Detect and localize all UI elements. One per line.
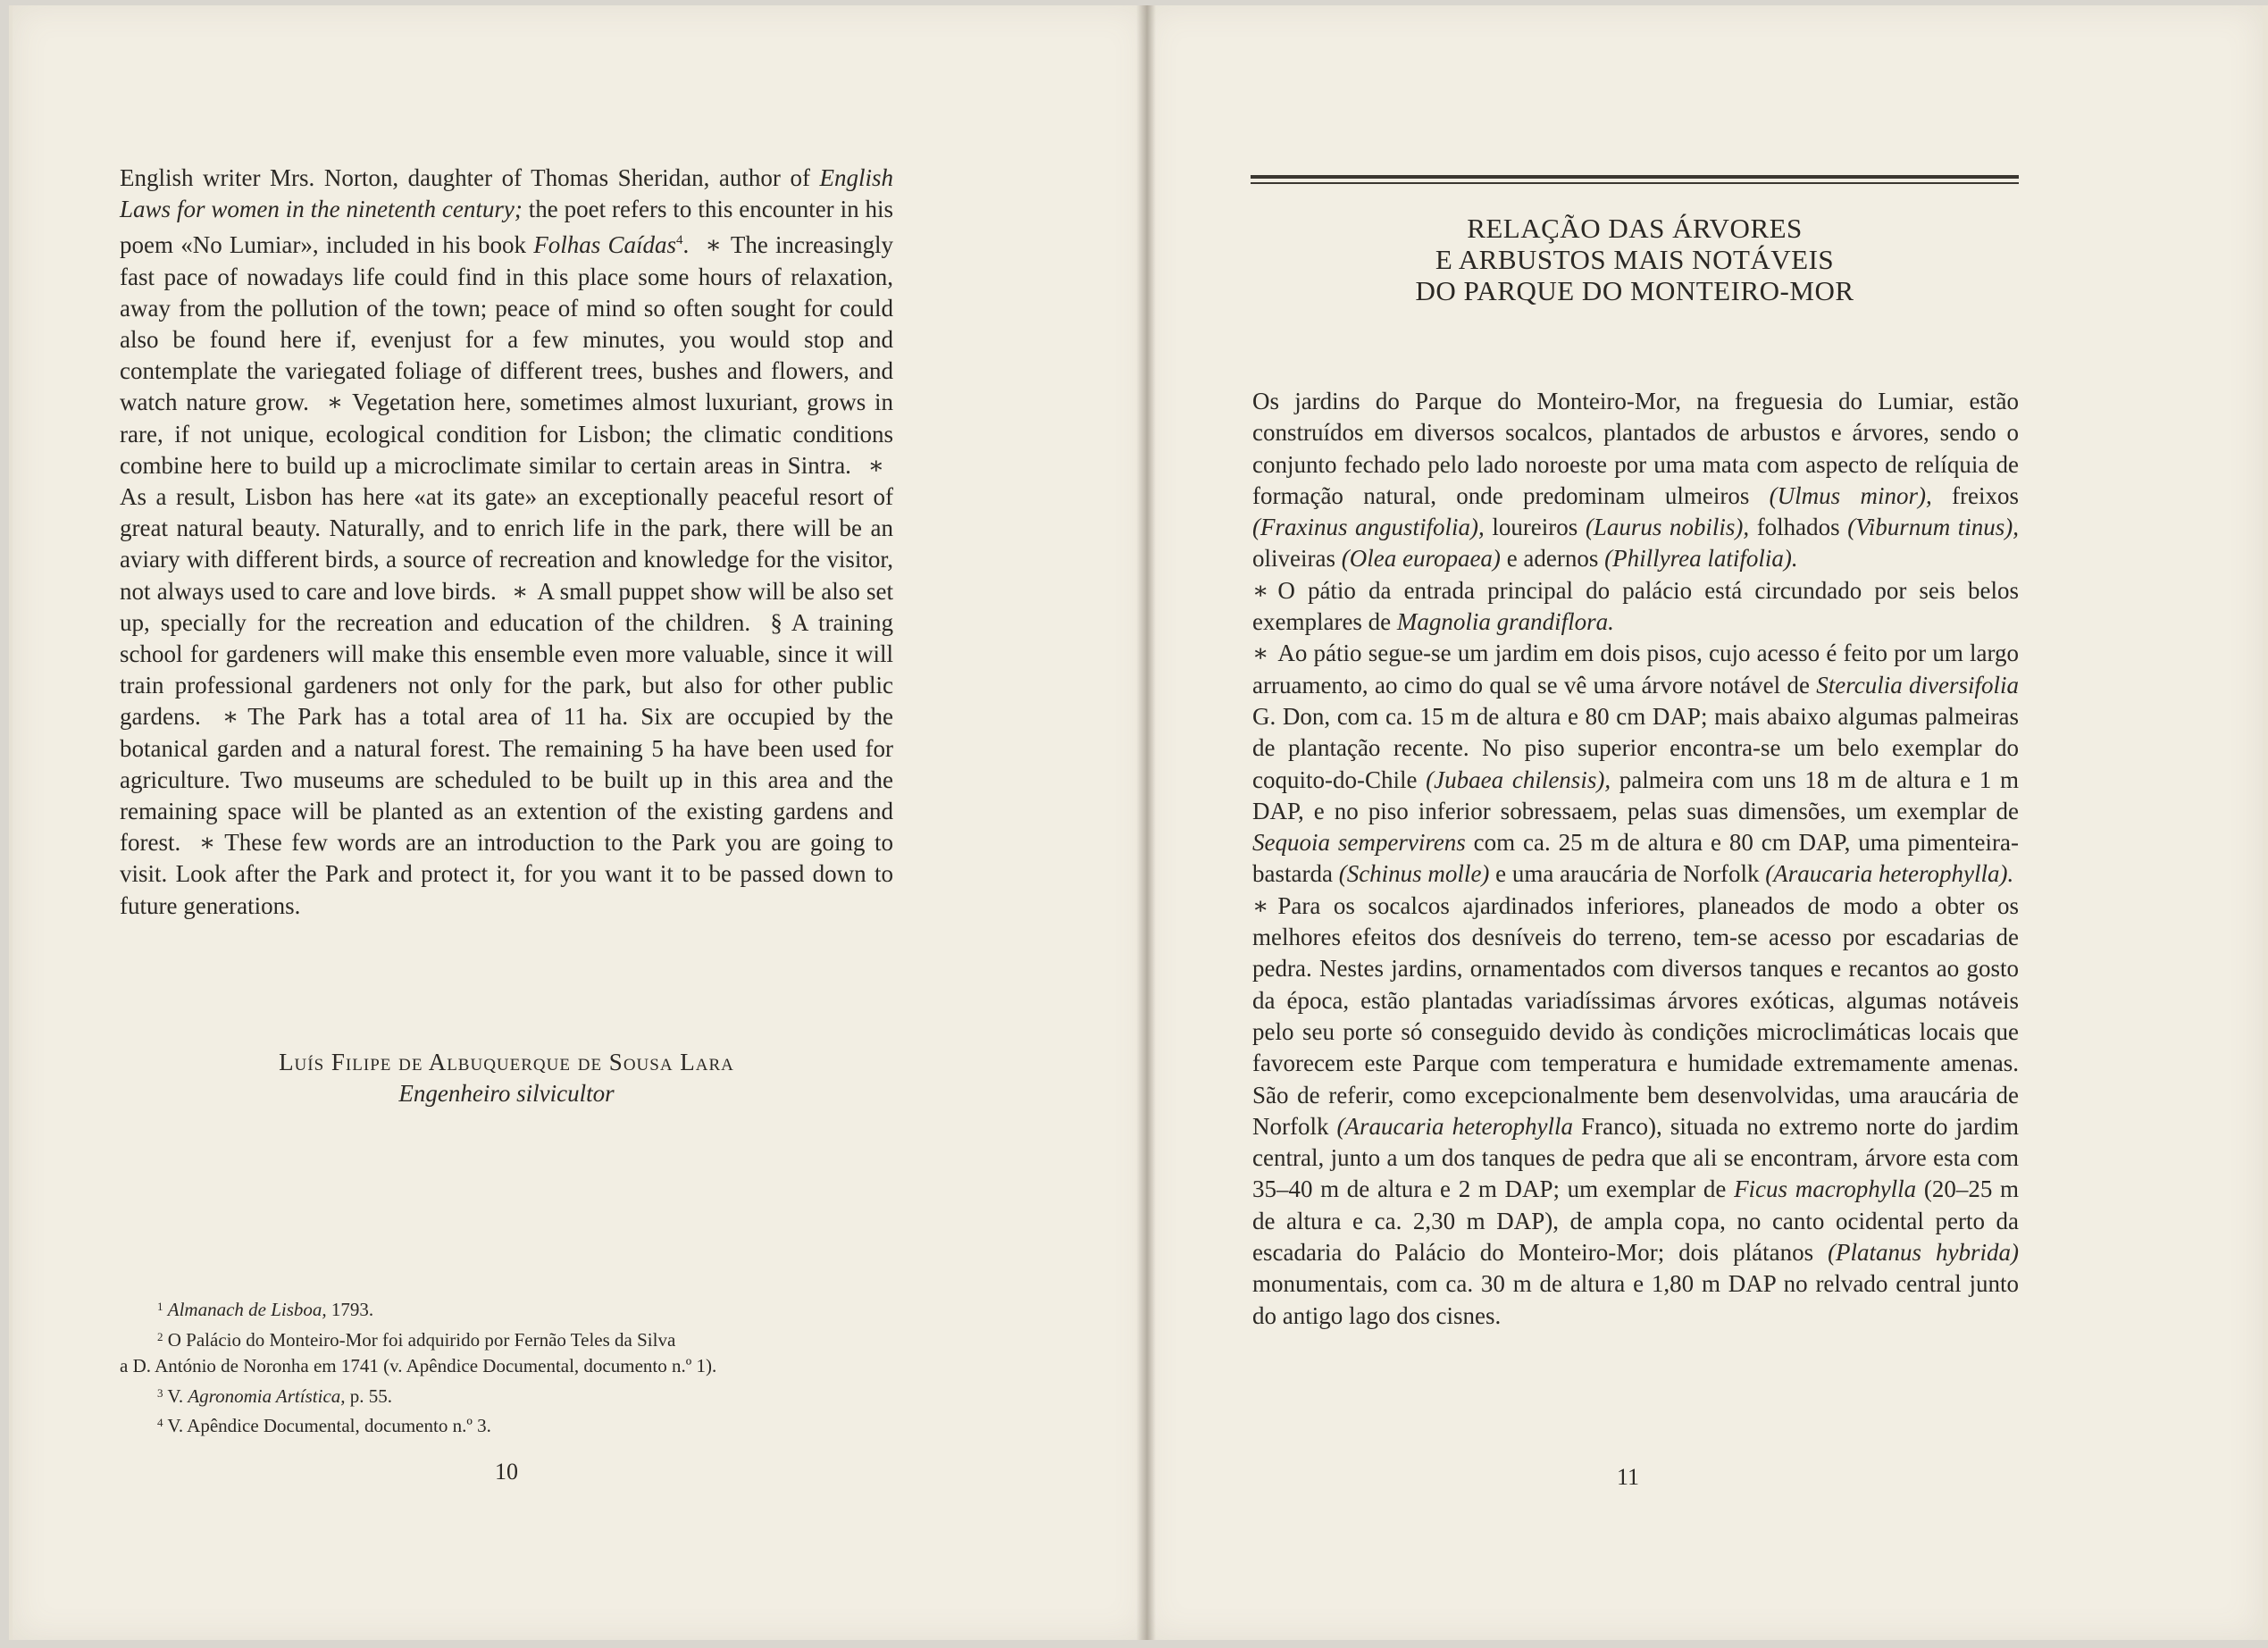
star-separator: ∗: [705, 231, 722, 259]
left-page: [9, 5, 1147, 1640]
right-paragraph-1: Os jardins do Parque do Monteiro-Mor, na freguesia do Lumiar, estão construídos em diversos socalcos, plantados de arbustos e árvores, sendo o conjunto fechado pelo lado noroeste por uma mata com aspecto de relíquia de formação natural, onde predominam ulmeiros (Ulmus minor), freixos (Fraxinus angustifolia), loureiros (Laurus nobilis), folhados (Viburnum tinus), oliveiras (Olea europaea) e adernos (Phillyrea latifolia).: [1252, 388, 2019, 573]
star-separator: ∗: [222, 703, 239, 731]
title-rule-thick: [1251, 175, 2019, 179]
right-paragraph-2: ∗ O pátio da entrada principal do palácio está circundado por seis belos exemplares de Magnolia grandiflora.: [1252, 576, 2019, 636]
title-line-1: RELAÇÃO DAS ÁRVORES: [1467, 213, 1803, 244]
right-body-text: [1252, 386, 2019, 1332]
footnote-ref: 4: [676, 233, 683, 248]
title-line-2: E ARBUSTOS MAIS NOTÁVEIS: [1435, 244, 1835, 275]
left-body-text: [120, 163, 893, 922]
footnote-4: $^4$ V. Apêndice Documental, documento n.º 3.: [157, 1415, 491, 1436]
author-role: Engenheiro silvicultor: [398, 1080, 615, 1107]
footnote-2-continued: a D. António de Noronha em 1741 (v. Apêndice Documental, documento n.º 1).: [120, 1355, 717, 1376]
book-spread: [9, 5, 2263, 1640]
page-number-right: 11: [1617, 1464, 1640, 1490]
star-separator: ∗: [867, 451, 884, 479]
star-separator: ∗: [326, 389, 344, 416]
left-paragraph: English writer Mrs. Norton, daughter of Thomas Sheridan, author of English Laws for women in the ninetenth century; the poet refers to this encounter in his poem «No Lumiar», included in his book Folhas Caídas$^4$. ∗ The increasingly fast pace of nowadays life could find in this place some hours of relaxation, away from the pollution of the town; peace of mind so often sought for could also be found here if, evenjust for a few minutes, you would stop and contemplate the variegated foliage of different trees, bushes and flowers, and watch nature grow. ∗ Vegetation here, sometimes almost luxuriant, grows in rare, if not unique, ecological condition for Lisbon; the climatic conditions combine here to build up a microclimate similar to certain areas in Sintra. ∗As a result, Lisbon has here «at its gate» an exceptionally peaceful resort of great natural beauty. Naturally, and to enrich life in the park, there will be an aviary with different birds, a source of recreation and knowledge for the visitor, not always used to care and love birds. ∗ A small puppet show will be also set up, specially for the recreation and education of the children. § A training school for gardeners will make this ensemble even more valuable, since it will train professional gardeners not only for the park, but also for other public gardens. ∗ The Park has a total area of 11 ha. Six are occupied by the botanical garden and a natural forest. The remaining 5 ha have been used for agriculture. Two museums are scheduled to be built up in this area and the remaining space will be planted as an extention of the existing gardens and forest. ∗ These few words are an introduction to the Park you are going to visit. Look after the Park and protect it, for you want it to be passed down to future generations.: [120, 164, 894, 919]
right-paragraph-4: ∗ Para os socalcos ajardinados inferiores, planeados de modo a obter os melhores efeitos dos desníveis do terreno, tem-se acesso por escadarias de pedra. Nestes jardins, ornamentados com diversos tanques e recantos ao gosto da época, estão plantadas variadíssimas árvores exóticas, algumas notáveis pelo seu porte só conseguido devido às condições microclimáticas locais que favorecem este Parque com temperatura e humidade extremamente amenas. São de referir, como excepcionalmente bem desenvolvidas, uma araucária de Norfolk (Araucaria heterophylla Franco), situada no extremo norte do jardim central, junto a um dos tanques de pedra que ali se encontram, árvore esta com 35–40 m de altura e 2 m DAP; um exemplar de Ficus macrophylla (20–25 m de altura e ca. 2,30 m DAP), de ampla copa, no canto ocidental perto da escadaria do Palácio do Monteiro-Mor; dois plátanos (Platanus hybrida) monumentais, com ca. 30 m de altura e 1,80 m DAP no relvado central junto do antigo lago dos cisnes.: [1252, 891, 2019, 1329]
book-gutter: [1136, 5, 1156, 1640]
footnotes: [120, 1293, 893, 1440]
section-separator: §: [770, 608, 783, 636]
footnote-2: $^2$ O Palácio do Monteiro-Mor foi adquirido por Fernão Teles da Silva: [157, 1328, 676, 1351]
right-paragraph-3: ∗ Ao pátio segue-se um jardim em dois pisos, cujo acesso é feito por um largo arruamento, ao cimo do qual se vê uma árvore notável de Sterculia diversifolia G. Don, com ca. 15 m de altura e 80 cm DAP; mais abaixo algumas palmeiras de plantação recente. No piso superior encontra-se um belo exemplar do coquito-do-Chile (Jubaea chilensis), palmeira com uns 18 m de altura e 1 m DAP, e no piso inferior sobressaem, pelas suas dimensões, um exemplar de Sequoia sempervirens com ca. 25 m de altura e 80 cm DAP, uma pimenteira-bastarda (Schinus molle) e uma araucária de Norfolk (Araucaria heterophylla).: [1252, 640, 2020, 888]
title-line-3: DO PARQUE DO MONTEIRO-MOR: [1415, 275, 1854, 306]
page-number-left: 10: [495, 1459, 518, 1485]
footnote-3: $^3$ V. Agronomia Artística, p. 55.: [157, 1384, 393, 1407]
title-rule-thin: [1251, 182, 2019, 184]
star-separator: ∗: [1252, 891, 1269, 919]
signature-block: [120, 1047, 893, 1109]
section-title: [1251, 213, 2019, 306]
star-separator: ∗: [1252, 640, 1269, 667]
footnote-1: $^1$ Almanach de Lisboa, 1793.: [157, 1299, 374, 1320]
star-separator: ∗: [198, 829, 216, 857]
star-separator: ∗: [1252, 576, 1269, 604]
star-separator: ∗: [512, 577, 529, 605]
author-name: Luís Filipe de Albuquerque de Sousa Lara: [279, 1049, 734, 1075]
